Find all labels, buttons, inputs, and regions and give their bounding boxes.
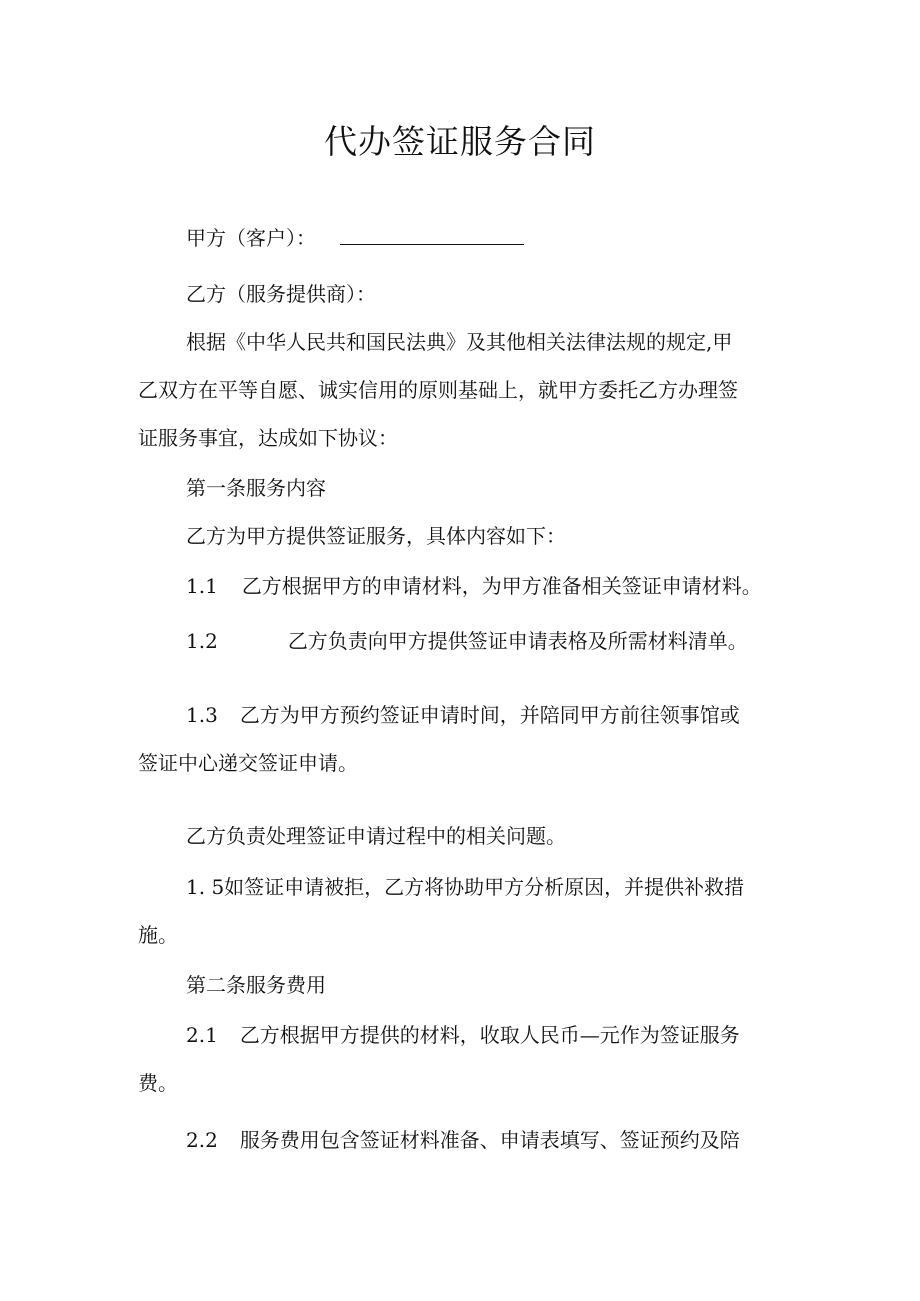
clause-number: 1.1: [186, 574, 218, 598]
clause-1-1: [186, 573, 762, 599]
clause-2-1-continued: 费。: [138, 1071, 178, 1095]
clause-text: 乙方负责向甲方提供签证申请表格及所需材料清单。: [287, 629, 748, 653]
clause-1-2: [186, 628, 748, 654]
clause-number: 2.2: [186, 1128, 218, 1152]
party-a-blank: [340, 226, 524, 245]
clause-1-4: 乙方负责处理签证申请过程中的相关问题。: [186, 824, 566, 848]
clause-text: 乙方根据甲方的申请材料，为甲方准备相关签证申请材料。: [241, 574, 762, 598]
contract-title: 代办签证服务合同: [324, 122, 596, 161]
clause-text: 服务费用包含签证材料准备、申请表填写、签证预约及陪: [239, 1128, 740, 1152]
article-1-heading: 第一条服务内容: [186, 476, 326, 500]
clause-2-2: [186, 1127, 740, 1153]
clause-2-1: [186, 1022, 740, 1048]
clause-number: 1.2: [186, 629, 218, 653]
clause-1-3-continued: 签证中心递交签证申请。: [138, 751, 358, 775]
clause-number: 2.1: [186, 1023, 218, 1047]
clause-1-5-continued: 施。: [138, 923, 178, 947]
party-b-label: 乙方（服务提供商）：: [186, 282, 376, 306]
intro-line-1: 根据《中华人民共和国民法典》及其他相关法律法规的规定,甲: [186, 330, 733, 354]
intro-line-3: 证服务事宜，达成如下协议：: [138, 426, 398, 450]
clause-1-5: 1. 5如签证申请被拒，乙方将协助甲方分析原因，并提供补救措: [186, 875, 745, 899]
clause-text: 乙方根据甲方提供的材料，收取人民币—元作为签证服务: [239, 1023, 740, 1047]
clause-number: 1.3: [186, 703, 218, 727]
intro-line-2: 乙双方在平等自愿、诚实信用的原则基础上，就甲方委托乙方办理签: [138, 378, 738, 402]
clause-text: 乙方为甲方预约签证申请时间，并陪同甲方前往领事馆或: [239, 703, 740, 727]
article-2-heading: 第二条服务费用: [186, 973, 326, 997]
party-a-label: 甲方（客户）：: [186, 226, 316, 250]
clause-1-3: [186, 702, 740, 728]
party-a-line: [186, 225, 524, 251]
article-1-lead: 乙方为甲方提供签证服务，具体内容如下：: [186, 524, 566, 548]
